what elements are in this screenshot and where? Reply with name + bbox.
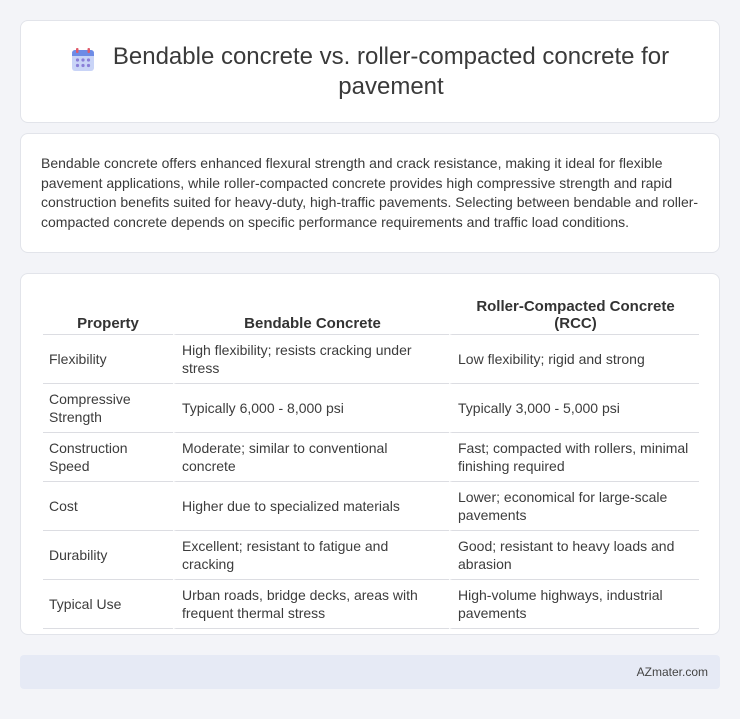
calendar-grid-icon xyxy=(69,46,97,74)
summary-text: Bendable concrete offers enhanced flexural strength and crack resistance, making it ideal for flexible pavement applications, while roller-compacted concrete provides high compressive strength and rapid construction benefits suited for heavy-duty, high-traffic pavements. Selecting between bendable and roller-compacted concrete depends on specific performance requirements and traffic load conditions. xyxy=(41,155,699,230)
cell-rcc: Low flexibility; rigid and strong xyxy=(449,335,699,384)
title-card xyxy=(20,20,720,123)
table-row xyxy=(43,580,699,629)
header-property: Property xyxy=(43,294,173,335)
cell-bendable: High flexibility; resists cracking under stress xyxy=(173,335,449,384)
header-rcc: Roller-Compacted Concrete (RCC) xyxy=(449,294,699,335)
cell-property: Construction Speed xyxy=(43,433,173,482)
cell-property: Flexibility xyxy=(43,335,173,384)
footer-brand[interactable]: AZmater.com xyxy=(636,665,708,679)
table-row xyxy=(43,433,699,482)
cell-property: Compressive Strength xyxy=(43,384,173,433)
cell-bendable: Moderate; similar to conventional concrete xyxy=(173,433,449,482)
cell-rcc: Lower; economical for large-scale pavements xyxy=(449,482,699,531)
cell-property: Typical Use xyxy=(43,580,173,629)
cell-rcc: Typically 3,000 - 5,000 psi xyxy=(449,384,699,433)
table-header-row xyxy=(43,294,699,335)
cell-property: Durability xyxy=(43,531,173,580)
table-row xyxy=(43,384,699,433)
footer xyxy=(20,655,720,689)
cell-property: Cost xyxy=(43,482,173,531)
table-row xyxy=(43,335,699,384)
cell-bendable: Typically 6,000 - 8,000 psi xyxy=(173,384,449,433)
page-title: Bendable concrete vs. roller-compacted concrete for pavement xyxy=(112,42,670,100)
cell-rcc: Good; resistant to heavy loads and abrasion xyxy=(449,531,699,580)
title-wrap xyxy=(69,42,671,102)
cell-bendable: Excellent; resistant to fatigue and cracking xyxy=(173,531,449,580)
header-bendable: Bendable Concrete xyxy=(173,294,449,335)
comparison-table xyxy=(43,294,699,629)
table-row xyxy=(43,482,699,531)
table-row xyxy=(43,531,699,580)
cell-bendable: Higher due to specialized materials xyxy=(173,482,449,531)
cell-bendable: Urban roads, bridge decks, areas with frequent thermal stress xyxy=(173,580,449,629)
table-card xyxy=(20,273,720,635)
cell-rcc: Fast; compacted with rollers, minimal finishing required xyxy=(449,433,699,482)
cell-rcc: High-volume highways, industrial pavements xyxy=(449,580,699,629)
summary-card xyxy=(20,133,720,253)
